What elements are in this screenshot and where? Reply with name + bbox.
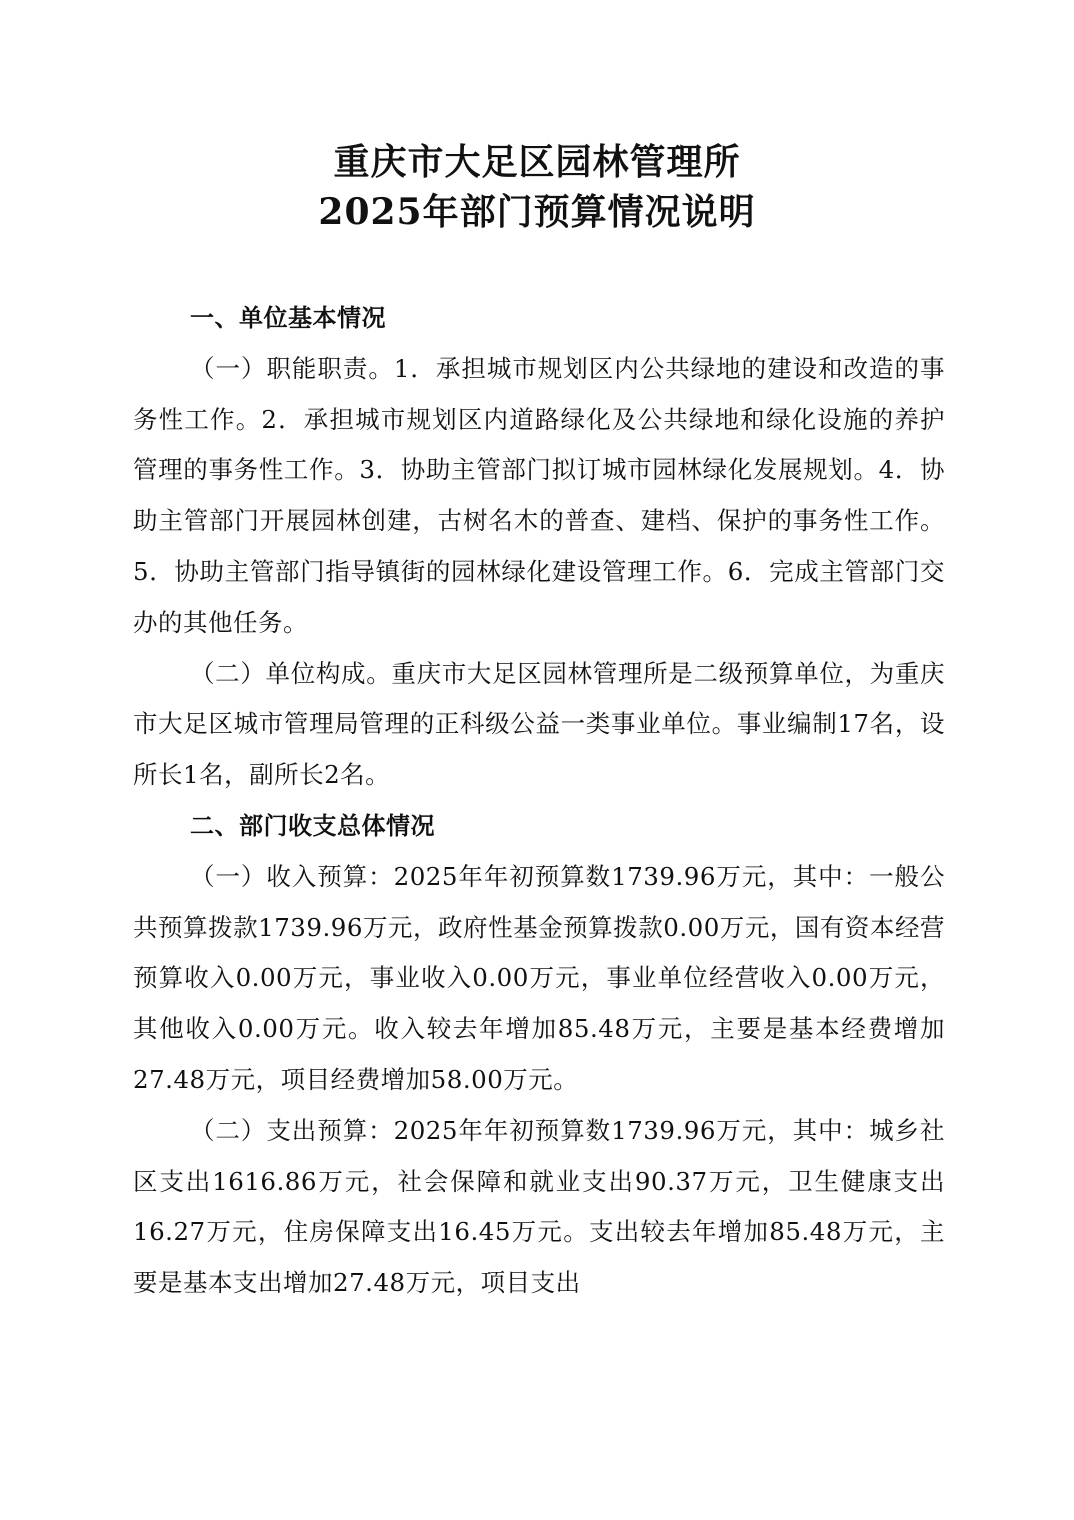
document-title-line1: 重庆市大足区园林管理所 — [333, 141, 741, 183]
paragraph-text: 2025年年初预算数1739.96万元，其中：城乡社区支出1616.86万元，社会保障和就业支出90.37万元，卫生健康支出16.27万元，住房保障支出16.45万元。支出较去年增加85.48万元，主要是基本支出增加27.48万元，项目支出 — [133, 1115, 945, 1298]
section1-paragraph1 — [133, 344, 945, 649]
paragraph-text: 1．承担城市规划区内公共绿地的建设和改造的事务性工作。2．承担城市规划区内道路绿化及公共绿地和绿化设施的养护管理的事务性工作。3．协助主管部门拟订城市园林绿化发展规划。4．协助主管部门开展园林创建，古树名木的普查、建档、保护的事务性工作。5．协助主管部门指导镇街的园林绿化建设管理工作。6．完成主管部门交办的其他任务。 — [133, 353, 945, 637]
paragraph-label: （二）支出预算： — [190, 1115, 394, 1145]
paragraph-label: （一）职能职责。 — [190, 353, 394, 383]
section2-heading: 二、部门收支总体情况 — [190, 811, 435, 840]
section1-heading: 一、单位基本情况 — [190, 304, 386, 332]
paragraph-label: （一）收入预算： — [190, 861, 394, 891]
paragraph-text: 2025年年初预算数1739.96万元，其中：一般公共预算拨款1739.96万元，政府性基金预算拨款0.00万元，国有资本经营预算收入0.00万元，事业收入0.00万元，事业单位经营收入0.00万元，其他收入0.00万元。收入较去年增加85.48万元，主要是基本经费增加27.48万元，项目经费增加58.00万元。 — [133, 861, 945, 1094]
section2-paragraph1 — [133, 852, 945, 1106]
section1-paragraph2 — [133, 649, 945, 801]
document-title-line2: 2025年部门预算情况说明 — [318, 191, 756, 233]
paragraph-label: （二）单位构成。 — [190, 658, 392, 688]
section2-paragraph2 — [133, 1106, 945, 1309]
paragraph-text: 重庆市大足区园林管理所是二级预算单位，为重庆市大足区城市管理局管理的正科级公益一类事业单位。事业编制17名，设所长1名，副所长2名。 — [133, 658, 946, 790]
document-body — [133, 293, 945, 1309]
